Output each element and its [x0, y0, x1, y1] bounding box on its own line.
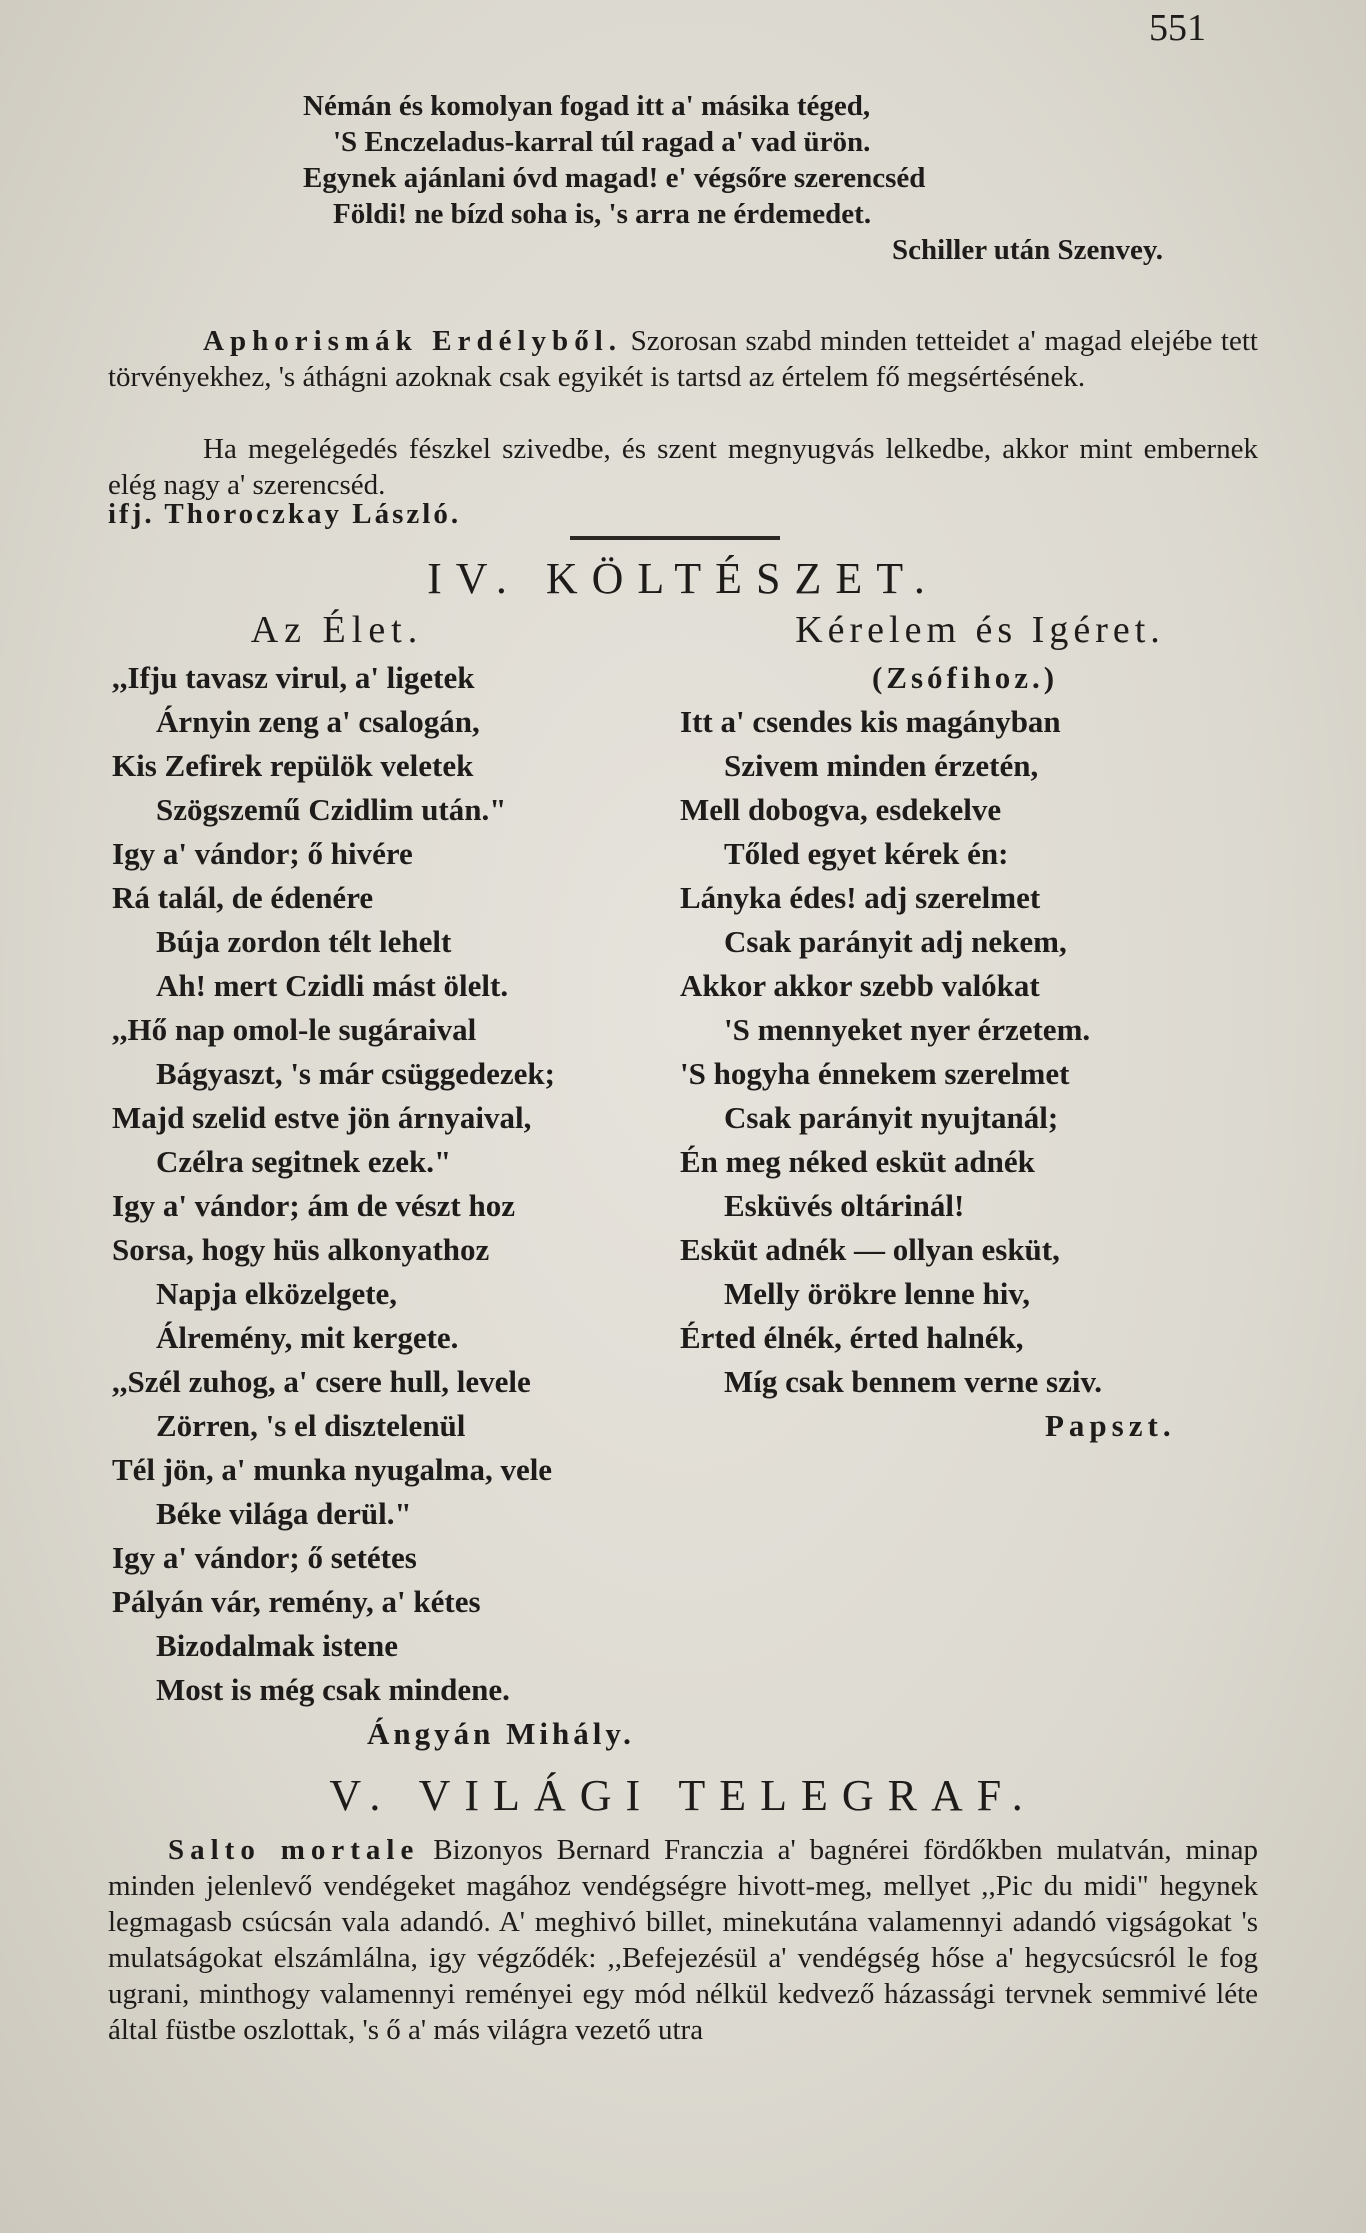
poem-line: 'S Enczeladus-karral túl ragad a' vad ürön.	[333, 126, 871, 158]
poem-line: Melly örökre lenne hiv,	[724, 1276, 1030, 1311]
poem-line: Czélra segitnek ezek."	[156, 1144, 452, 1179]
poem-line: ,,Szél zuhog, a' csere hull, levele	[112, 1364, 531, 1399]
poem-line: ,,Hő nap omol-le sugáraival	[112, 1012, 477, 1047]
poem-subtitle: (Zsófihoz.)	[871, 660, 1059, 695]
page-number: 551	[1149, 7, 1206, 49]
poem-line: ,,Ifju tavasz virul, a' ligetek	[112, 660, 475, 695]
poem-line: Akkor akkor szebb valókat	[680, 968, 1040, 1003]
poem-line: Kis Zefirek repülök veletek	[112, 748, 474, 783]
aphorisms-paragraph-2: Ha megelégedés fészkel szivedbe, és szent megnyugvás lelkedbe, akkor mint embernek elég nagy a' szerencséd.	[108, 433, 1258, 501]
section-title-telegraf: V. VILÁGI TELEGRAF.	[329, 1771, 1037, 1820]
poem-line: Béke világa derül."	[156, 1496, 412, 1531]
poem-line: Igy a' vándor; ő hivére	[112, 836, 413, 871]
poem-line: Csak parányit nyujtanál;	[724, 1100, 1059, 1135]
poem-line: Egynek ajánlani óvd magad! e' végsőre szerencséd	[303, 162, 926, 194]
poem-line: Esküt adnék — ollyan esküt,	[680, 1232, 1060, 1267]
poem-line: Némán és komolyan fogad itt a' másika téged,	[303, 90, 871, 122]
aphorisms-credit: ifj. Thoroczkay László.	[108, 498, 462, 530]
poem-az-elet	[112, 608, 672, 1756]
poem-line: Érted élnék, érted halnék,	[680, 1320, 1024, 1355]
poem-line: Igy a' vándor; ő setétes	[112, 1540, 417, 1575]
poem-line: Pályán vár, remény, a' kétes	[112, 1584, 481, 1619]
poem-line: Földi! ne bízd soha is, 's arra ne érdemedet.	[333, 198, 872, 230]
poem-line: 'S mennyeket nyer érzetem.	[724, 1012, 1091, 1047]
poem-line: Míg csak bennem verne sziv.	[724, 1364, 1102, 1399]
poem-line: Mell dobogva, esdekelve	[680, 792, 1002, 827]
telegraf-text: Bizonyos Bernard Franczia a' bagnérei fördőkben mulatván, minap minden jelenlevő vendégeket magához vendégségre hivott-meg, mellyet ,,Pic du midi" hegynek legmagasb csúcsán vala adandó. A' meghivó billet, minekutána valamennyi adandó vigságokat 's mulatságokat elszámlálna, igy végződék: ,,Befejezésül a' vendégség hőse a' hegycsúcsról le fog ugrani, minthogy valamennyi reményei egy mód nélkül kedvező házassági tervnek semmivé léte által füstbe oszlottak, 's ő a' más világra vezető utra	[108, 1834, 1258, 2046]
poem-line: Csak parányit adj nekem,	[724, 924, 1067, 959]
poem-line: Ah! mert Czidli mást ölelt.	[156, 968, 509, 1003]
divider-rule	[570, 536, 780, 540]
poem-schiller	[108, 88, 1258, 268]
section-title-koltes: IV. KÖLTÉSZET.	[427, 554, 939, 603]
poem-line: Tél jön, a' munka nyugalma, vele	[112, 1452, 553, 1487]
poem-line: Most is még csak mindene.	[156, 1672, 510, 1707]
poem-line: Bágyaszt, 's már csüggedezek;	[156, 1056, 555, 1091]
poem-title: Az Élet.	[250, 609, 424, 651]
aphorisms-text: Szorosan szabd minden tetteidet a' magad elejébe tett törvényekhez, 's áthágni azoknak csak egyikét is tartsd az értelem fő megsértésének.	[108, 325, 1258, 393]
poem-title: Kérelem és Igéret.	[795, 609, 1165, 651]
poem-line: Sorsa, hogy hüs alkonyathoz	[112, 1232, 490, 1267]
aphorisms-heading: Aphorismák Erdélyből.	[203, 325, 622, 357]
poem-credit: Ángyán Mihály.	[367, 1716, 635, 1751]
poem-line: Árnyin zeng a' csalogán,	[156, 704, 480, 739]
poem-kerelem	[680, 608, 1240, 1448]
poem-line: Majd szelid estve jön árnyaival,	[112, 1100, 532, 1135]
poem-line: Szögszemű Czidlim után."	[156, 792, 507, 827]
poem-credit: Papszt.	[1045, 1408, 1176, 1443]
poem-credit: Schiller után Szenvey.	[892, 234, 1163, 266]
poem-line: Én meg néked esküt adnék	[680, 1144, 1035, 1179]
poem-line: Bizodalmak istene	[156, 1628, 398, 1663]
poem-line: 'S hogyha énnekem szerelmet	[680, 1056, 1070, 1091]
poem-line: Tőled egyet kérek én:	[724, 836, 1009, 871]
poem-line: Búja zordon télt lehelt	[156, 924, 452, 959]
poem-line: Szivem minden érzetén,	[724, 748, 1039, 783]
poem-line: Esküvés oltárinál!	[724, 1188, 965, 1223]
poem-line: Itt a' csendes kis magányban	[680, 704, 1061, 739]
poem-line: Napja elközelgete,	[156, 1276, 398, 1311]
telegraf-paragraph	[108, 1832, 1258, 2048]
telegraf-heading: Salto mortale	[168, 1834, 420, 1866]
poem-line: Zörren, 's el disztelenül	[156, 1408, 466, 1443]
poem-line: Rá talál, de édenére	[112, 880, 374, 915]
poem-line: Igy a' vándor; ám de vészt hoz	[112, 1188, 515, 1223]
aphorisms-paragraph	[108, 323, 1258, 395]
poem-line: Álremény, mit kergete.	[156, 1320, 459, 1355]
poem-line: Lányka édes! adj szerelmet	[680, 880, 1041, 915]
